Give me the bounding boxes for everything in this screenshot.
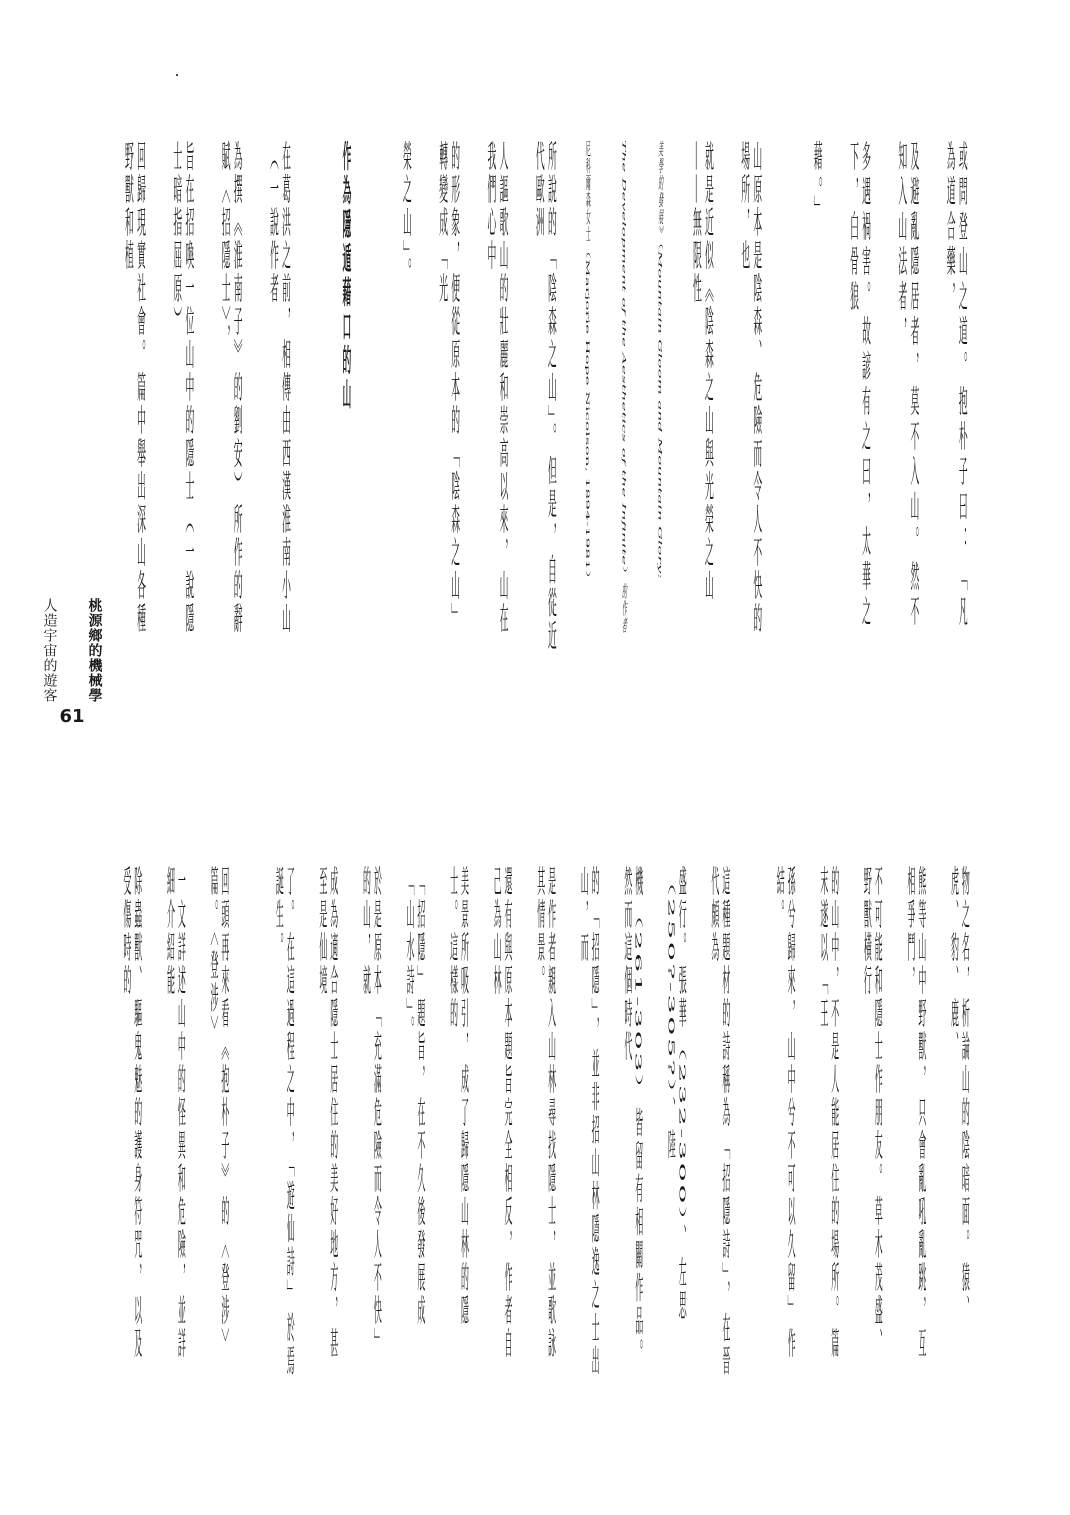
text-line: 成為適合隱士居住的美好地方，甚至是仙境 <box>317 865 338 1360</box>
text-line: 一文詳述山中的怪異和危險，並詳細介紹能 <box>165 865 186 1360</box>
book-title: 桃源鄉的機械學 <box>86 598 103 703</box>
text-line: 除蟲獸、驅鬼魅的護身符咒，以及受傷時的 <box>121 865 142 1360</box>
text-line: 機（261-303）皆留有相關作品。然而這個時代 <box>622 865 643 1371</box>
chapter-title: 人造宇宙的遊客 <box>41 598 58 703</box>
quote-line: 或問登山之道。抱朴子曰：「凡為道合藥， <box>944 140 967 630</box>
page-number: 61 <box>59 706 85 727</box>
lower-text-block <box>110 865 992 1385</box>
text-line: 是作者親入山林尋找隱士，並歌詠其情景。 <box>535 865 556 1360</box>
text-line-english-subtitle: The Development of the Aesthetics of the Infinite）的作者 <box>620 140 627 634</box>
text-line: 人謳歌山的壯麗和崇高以來，山在我們心中 <box>485 140 508 635</box>
upper-text-block <box>110 140 992 660</box>
text-line: 回歸現實社會。篇中舉出深山各種野獸和植 <box>123 140 146 635</box>
page-footer <box>41 598 103 727</box>
text-line: 為撰《淮南子》的劉安）所作的辭賦〈招隱士〉， <box>219 140 242 635</box>
text-line: 於是原本「充滿危險而令人不快」的山，就 <box>361 865 382 1360</box>
quote-line: 多遇禍害。故諺有之曰，太華之下，白骨狼 <box>848 140 871 630</box>
text-line: 回頭再來看《抱朴子》的〈登涉〉篇。〈登涉〉 <box>208 865 229 1360</box>
text-line: 熊等山中野獸，只會亂吼亂跳，互相爭鬥， <box>905 865 926 1360</box>
text-line: 的山中，不是人能居住的場所。篇末遂以「王 <box>818 865 839 1360</box>
section-heading: 作為隱遁藉口的山 <box>340 140 351 412</box>
text-line: 這種題材的詩稱為「招隱詩」，在晉代頗為 <box>709 865 730 1378</box>
text-line: 物之名，析論山的陰暗面。猿、虎、豹、鹿、 <box>949 865 970 1327</box>
text-line: 山原本是陰森、危險而令人不快的場所，也 <box>739 140 762 635</box>
text-line: 在葛洪之前，相傳由西漢淮南小山（一說作者 <box>268 140 291 635</box>
text-line: 孫兮歸來，山中兮不可以久留」作結。 <box>775 865 796 1360</box>
text-line-author: 尼科爾森女士（Marjorie Hope Nicolson, 1894-1981） <box>584 140 591 587</box>
text-line: 美景所吸引，成了歸隱山林的隱士。這樣的 <box>448 865 469 1327</box>
text-line: 就是近似《陰森之山與光榮之山——無限性 <box>690 140 714 602</box>
text-line: 的「招隱」，並非招山林隱逸之士出山，而 <box>579 865 600 1378</box>
text-line: 榮之山」。 <box>400 140 412 290</box>
text-line: 旨在招喚一位山中的隱士（一說隱士暗指屈原） <box>171 140 194 635</box>
text-line: 盛行。張華（232-300）、左思（250?-305?）、陸 <box>666 865 687 1323</box>
text-line: 了。在這過程之中，「遊仙詩」於焉誕生。 <box>274 865 295 1378</box>
text-line: 所說的「陰森之山」。但是，自從近代歐洲 <box>533 140 557 653</box>
stray-mark <box>176 74 178 76</box>
text-line-english-title: 美學的發展》（Mountain Gloom and Mountain Glory: <box>656 140 663 580</box>
quote-line: 藉。」 <box>811 140 822 230</box>
text-line: 還有與原本題旨完全相反，作者自己為山林 <box>492 865 513 1360</box>
text-line: 「招隱」題旨，在不久後發展成「山水詩」。 <box>404 865 425 1327</box>
quote-line: 及避亂隱居者，莫不入山。然不知入山法者， <box>896 140 919 630</box>
text-line: 不可能和隱士作朋友。草木茂盛、野獸橫行 <box>862 865 883 1360</box>
text-line: 的形象，便從原本的「陰森之山」轉變成「光 <box>437 140 460 635</box>
